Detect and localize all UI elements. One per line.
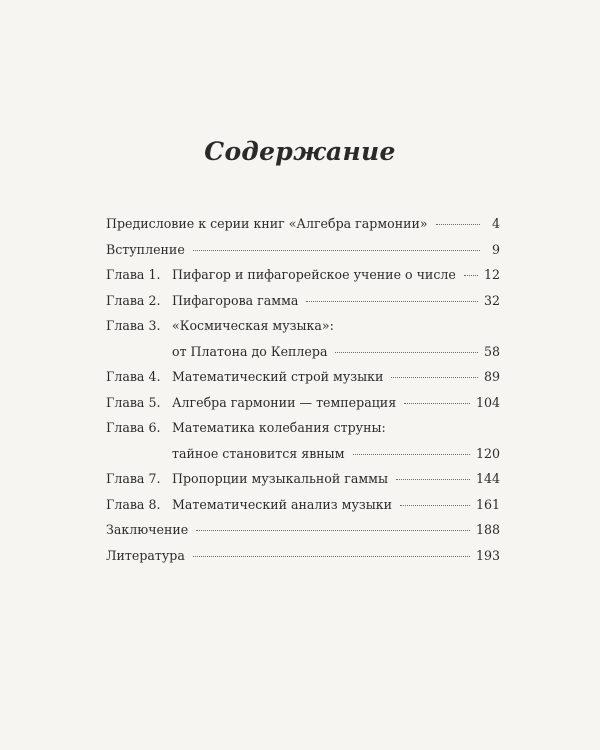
toc-page-number: 32 [483, 292, 500, 308]
toc-page-number: 144 [475, 471, 500, 486]
toc-entry-text: «Космическая музыка»: [172, 318, 334, 333]
dot-leader [436, 223, 480, 225]
toc-entry-text: Заключение [106, 522, 189, 537]
toc-page-number: 193 [475, 547, 500, 563]
chapter-label: Глава 1. [106, 267, 161, 282]
toc-page-number: 120 [475, 445, 500, 461]
toc-entry-text: Пифагорова гамма [172, 292, 299, 308]
dot-leader [464, 274, 478, 276]
toc-entry-text: Пропорции музыкальной гаммы [172, 471, 388, 486]
dot-leader [400, 504, 470, 506]
dot-leader [404, 402, 470, 404]
toc-entry-chapter-4[interactable] [106, 364, 500, 390]
toc-entry-introduction[interactable] [106, 237, 500, 263]
toc-entry-text: Математика колебания струны: [172, 420, 386, 435]
toc-entry-text: Алгебра гармонии — темперация [172, 394, 397, 410]
toc-entry-chapter-3[interactable] [106, 313, 500, 364]
chapter-label: Глава 6. [106, 420, 161, 435]
toc-entry-conclusion[interactable] [106, 517, 500, 543]
dot-leader [335, 351, 478, 353]
toc-page-number: 12 [483, 267, 500, 282]
dot-leader [391, 376, 478, 378]
chapter-label: Глава 5. [106, 394, 161, 410]
toc-entry-text: Вступление [106, 241, 185, 257]
toc-entry-chapter-5[interactable] [106, 390, 500, 416]
toc-entry-text: Математический анализ музыки [172, 496, 393, 512]
toc-page-number: 58 [483, 343, 500, 359]
toc-page-number: 161 [475, 496, 500, 512]
toc-entry-text: Математический строй музыки [172, 369, 384, 384]
toc-entry-chapter-6[interactable] [106, 415, 500, 466]
dot-leader [193, 249, 480, 251]
dot-leader [193, 555, 470, 557]
chapter-label: Глава 4. [106, 369, 161, 384]
toc-entry-text: Пифагор и пифагорейское учение о числе [172, 267, 456, 282]
toc-entry-text-continued: тайное становится явным [172, 445, 345, 461]
dot-leader [306, 300, 478, 302]
chapter-label: Глава 2. [106, 292, 161, 308]
dot-leader [353, 453, 470, 455]
dot-leader [196, 529, 470, 531]
toc-entry-chapter-2[interactable] [106, 288, 500, 314]
toc-entry-chapter-7[interactable] [106, 466, 500, 492]
toc-page-number: 4 [491, 216, 500, 231]
chapter-label: Глава 7. [106, 471, 161, 486]
chapter-label: Глава 8. [106, 496, 161, 512]
chapter-label: Глава 3. [106, 318, 161, 333]
toc-entry-chapter-1[interactable] [106, 262, 500, 288]
page-title: Содержание [204, 137, 396, 166]
toc-page-number: 89 [483, 369, 500, 384]
toc-entry-bibliography[interactable] [106, 543, 500, 569]
toc-page-number: 9 [491, 241, 500, 257]
toc-page-number: 104 [475, 394, 500, 410]
toc-entry-chapter-8[interactable] [106, 492, 500, 518]
toc-entry-text-continued: от Платона до Кеплера [172, 343, 328, 359]
dot-leader [396, 478, 470, 480]
toc-page-number: 188 [475, 522, 500, 537]
toc-entry-text: Предисловие к серии книг «Алгебра гармонии» [106, 216, 428, 231]
toc-entry-text: Литература [106, 547, 185, 563]
table-of-contents [106, 211, 500, 568]
toc-entry-preface[interactable] [106, 211, 500, 237]
